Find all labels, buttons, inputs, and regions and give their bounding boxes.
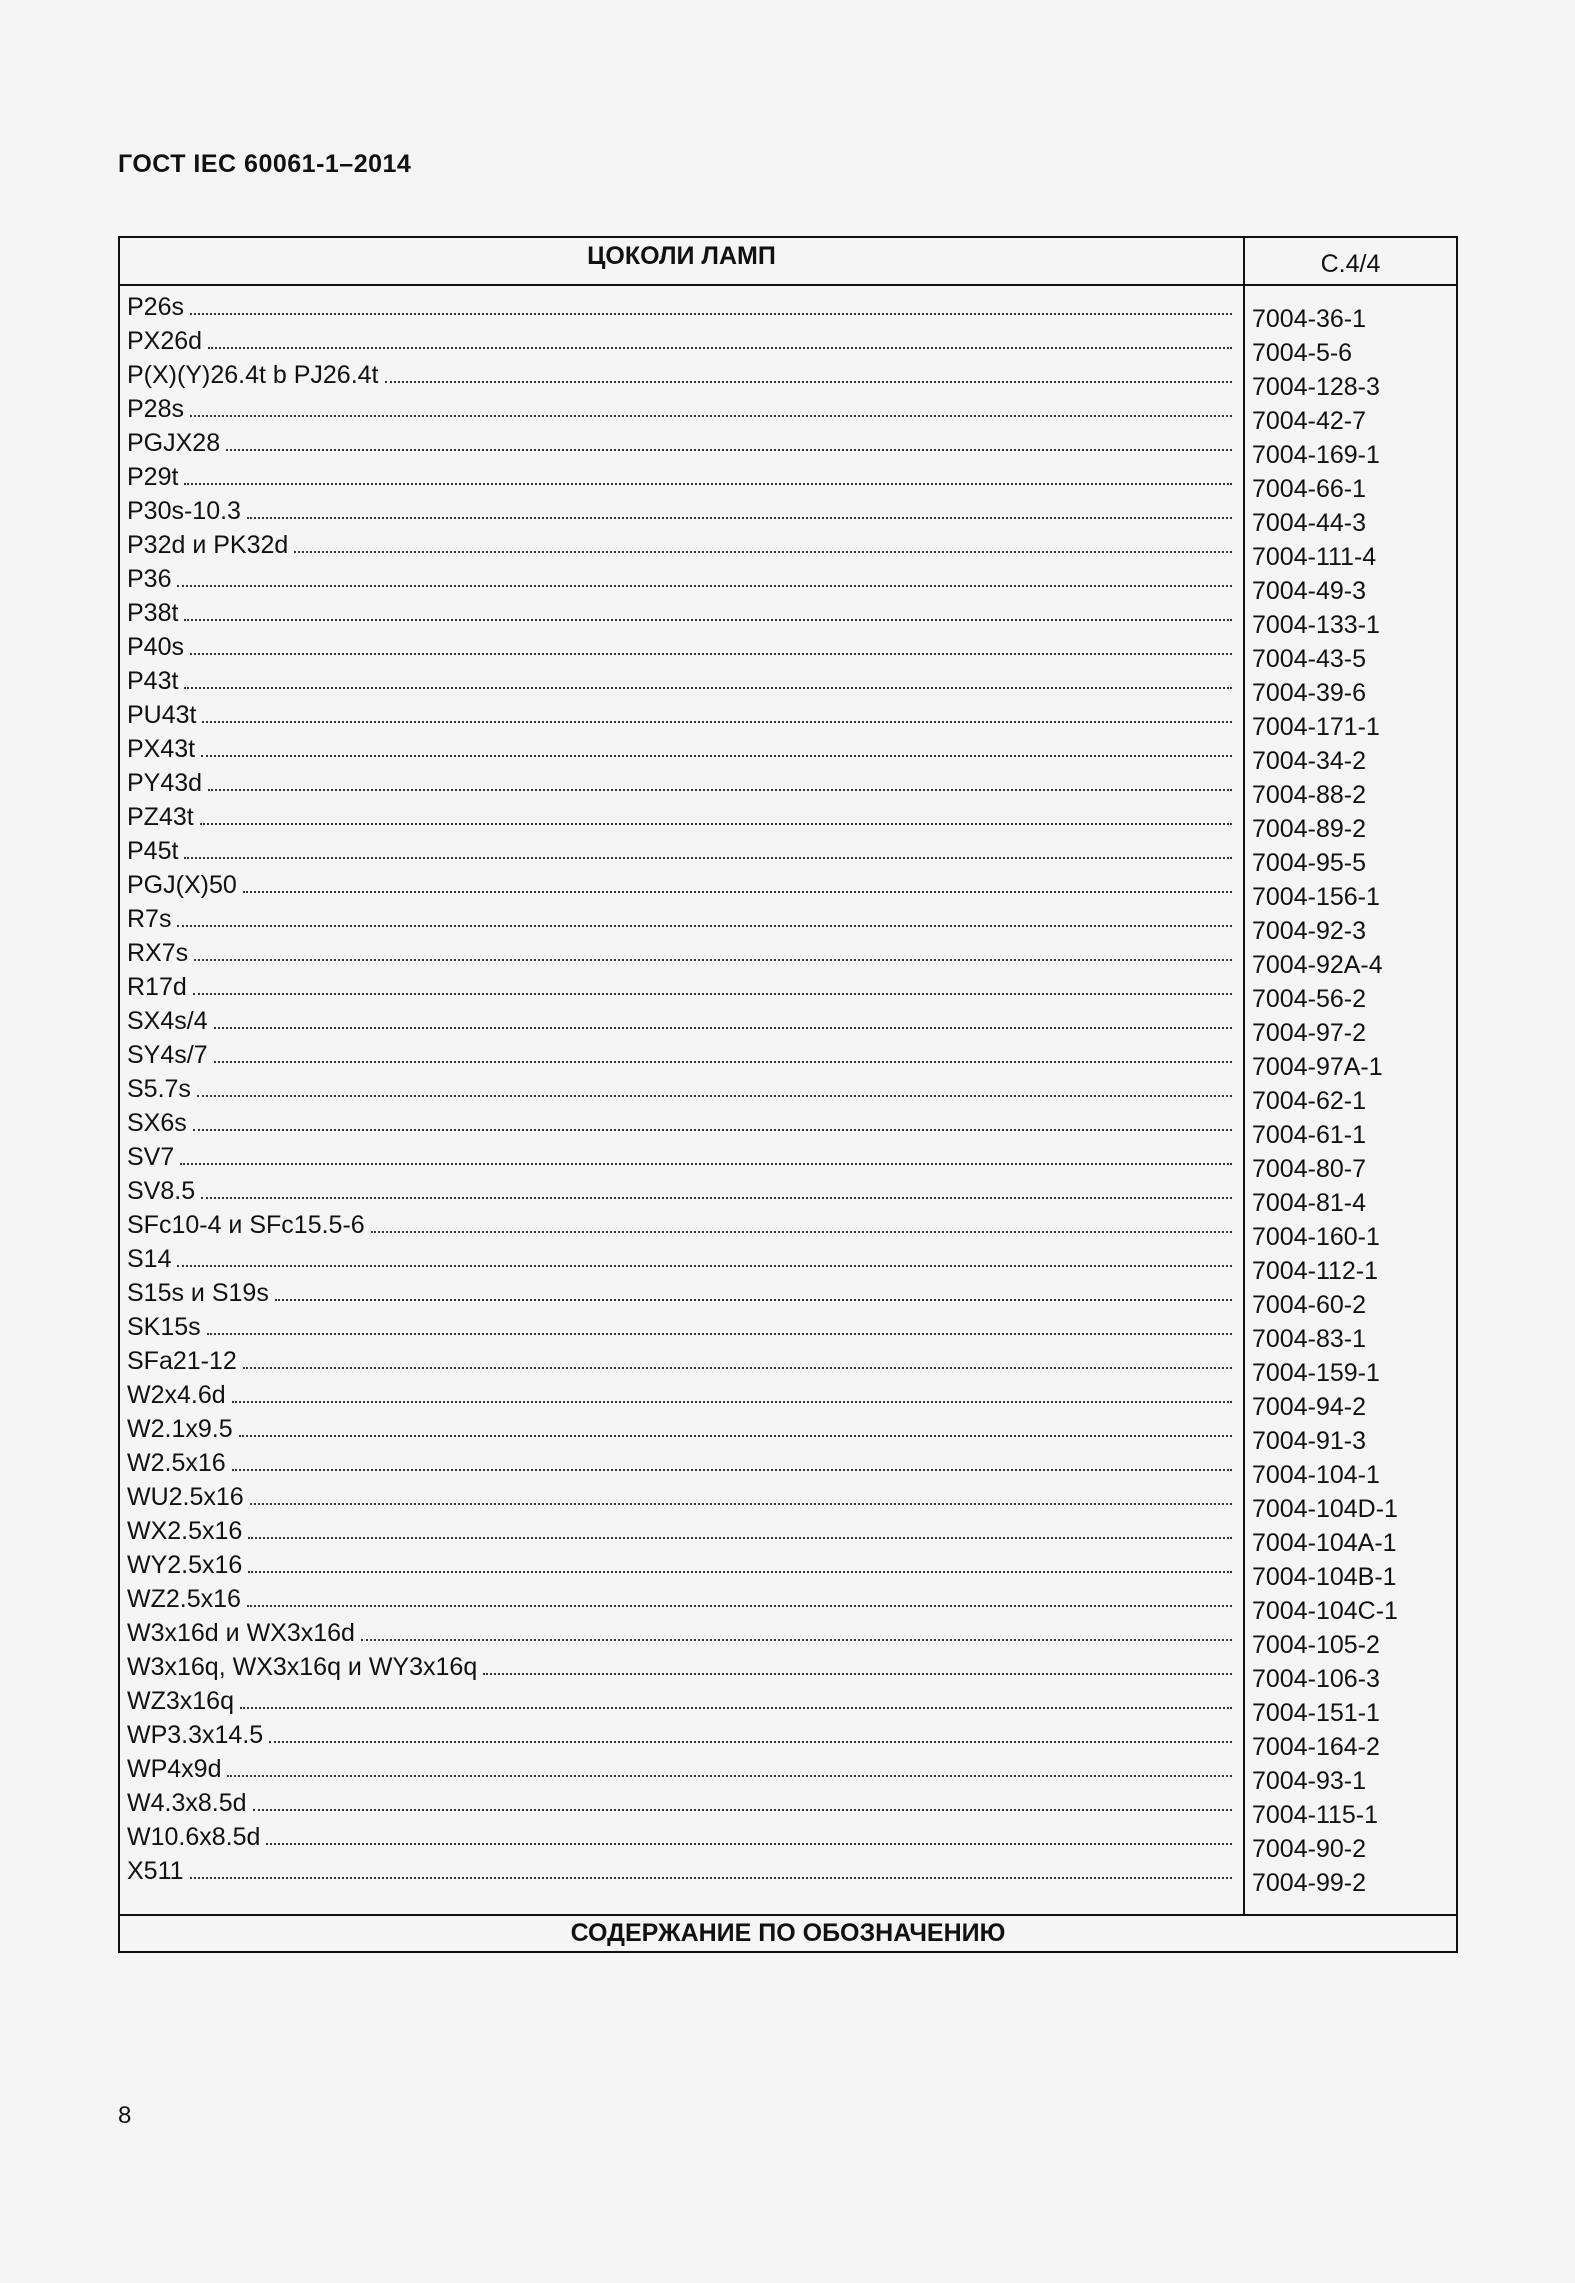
- table-row: [127, 800, 1232, 834]
- sheet-codes-column: [1245, 286, 1456, 1916]
- dot-leader: [250, 1503, 1232, 1505]
- table-row: [127, 1446, 1232, 1480]
- sheet-code: 7004-94-2: [1252, 1393, 1366, 1421]
- cap-name: W2x4.6d: [127, 1381, 226, 1409]
- table-row: [127, 1752, 1232, 1786]
- sheet-code: 7004-104A-1: [1252, 1529, 1397, 1557]
- cap-name: W3x16d и WX3x16d: [127, 1619, 355, 1647]
- cap-name: W2.1x9.5: [127, 1415, 233, 1443]
- sheet-code: 7004-115-1: [1252, 1801, 1379, 1829]
- sheet-code: 7004-92-3: [1252, 917, 1366, 945]
- sheet-code: 7004-99-2: [1252, 1869, 1366, 1897]
- sheet-code: 7004-104B-1: [1252, 1563, 1397, 1591]
- dot-leader: [227, 1775, 1232, 1777]
- cap-names-list: [127, 290, 1232, 1888]
- dot-leader: [253, 1809, 1232, 1811]
- table-row: [127, 392, 1232, 426]
- cap-name: X511: [127, 1857, 184, 1885]
- dot-leader: [240, 1707, 1232, 1709]
- cap-name: P(X)(Y)26.4t b PJ26.4t: [127, 361, 379, 389]
- cap-name: R17d: [127, 973, 187, 1001]
- cap-name: SFc10-4 и SFc15.5-6: [127, 1211, 365, 1239]
- sheet-code: 7004-92A-4: [1252, 951, 1383, 979]
- cap-name: SV7: [127, 1143, 175, 1171]
- table-row: [127, 528, 1232, 562]
- table-row: [127, 1344, 1232, 1378]
- sheet-code: 7004-39-6: [1252, 679, 1366, 707]
- cap-name: P29t: [127, 463, 179, 491]
- dot-leader: [184, 483, 1232, 485]
- cap-name: P40s: [127, 633, 184, 661]
- cap-name: WP3.3x14.5: [127, 1721, 264, 1749]
- table-row: [127, 766, 1232, 800]
- sheet-code: 7004-156-1: [1252, 883, 1380, 911]
- cap-name: S5.7s: [127, 1075, 191, 1103]
- cap-name: SFa21-12: [127, 1347, 237, 1375]
- cap-name: S14: [127, 1245, 172, 1273]
- sheet-code: 7004-42-7: [1252, 407, 1366, 435]
- table-row: [127, 1480, 1232, 1514]
- table-row: [127, 1208, 1232, 1242]
- dot-leader: [190, 1877, 1232, 1879]
- dot-leader: [232, 1401, 1232, 1403]
- sheet-code: 7004-43-5: [1252, 645, 1366, 673]
- sheet-code: 7004-62-1: [1252, 1087, 1366, 1115]
- cap-name: S15s и S19s: [127, 1279, 269, 1307]
- table-row: [127, 460, 1232, 494]
- table-row: [127, 1650, 1232, 1684]
- dot-leader: [201, 1197, 1232, 1199]
- page-number: 8: [118, 2102, 132, 2129]
- dot-leader: [226, 449, 1232, 451]
- table-row: [127, 1174, 1232, 1208]
- sheet-code: 7004-171-1: [1252, 713, 1380, 741]
- cap-name: PGJ(X)50: [127, 871, 237, 899]
- table-row: [127, 1820, 1232, 1854]
- table-row: [127, 1582, 1232, 1616]
- cap-name: WX2.5x16: [127, 1517, 243, 1545]
- sheet-code: 7004-128-3: [1252, 373, 1380, 401]
- cap-name: P32d и PK32d: [127, 531, 289, 559]
- cap-name: SK15s: [127, 1313, 201, 1341]
- table-row: [127, 1140, 1232, 1174]
- cap-name: P30s-10.3: [127, 497, 241, 525]
- sheet-code: 7004-95-5: [1252, 849, 1366, 877]
- cap-name: WP4x9d: [127, 1755, 222, 1783]
- table-row: [127, 1548, 1232, 1582]
- table-row: [127, 1616, 1232, 1650]
- dot-leader: [385, 381, 1232, 383]
- sheet-code: 7004-133-1: [1252, 611, 1380, 639]
- dot-leader: [208, 789, 1232, 791]
- dot-leader: [275, 1299, 1232, 1301]
- table-row: [127, 426, 1232, 460]
- sheet-code: 7004-89-2: [1252, 815, 1366, 843]
- dot-leader: [197, 1095, 1232, 1097]
- dot-leader: [202, 721, 1232, 723]
- sheet-codes-list: [1252, 302, 1398, 1900]
- cap-name: WZ3x16q: [127, 1687, 234, 1715]
- dot-leader: [207, 1333, 1232, 1335]
- cap-name: R7s: [127, 905, 172, 933]
- dot-leader: [248, 1571, 1232, 1573]
- dot-leader: [483, 1673, 1232, 1675]
- cap-names-column: [120, 286, 1245, 1916]
- sheet-code: 7004-66-1: [1252, 475, 1366, 503]
- table-header-sheet-ref: C.4/4: [1245, 238, 1456, 286]
- dot-leader: [294, 551, 1232, 553]
- sheet-code: 7004-81-4: [1252, 1189, 1366, 1217]
- table-row: [127, 1310, 1232, 1344]
- cap-name: WU2.5x16: [127, 1483, 244, 1511]
- dot-leader: [200, 823, 1232, 825]
- dot-leader: [180, 1163, 1232, 1165]
- dot-leader: [243, 1367, 1232, 1369]
- dot-leader: [193, 993, 1232, 995]
- table-row: [127, 630, 1232, 664]
- cap-name: WZ2.5x16: [127, 1585, 241, 1613]
- table-row: [127, 358, 1232, 392]
- dot-leader: [247, 517, 1232, 519]
- sheet-code: 7004-80-7: [1252, 1155, 1366, 1183]
- sheet-code: 7004-97-2: [1252, 1019, 1366, 1047]
- sheet-code: 7004-83-1: [1252, 1325, 1366, 1353]
- dot-leader: [214, 1027, 1232, 1029]
- cap-name: RX7s: [127, 939, 189, 967]
- table-row: [127, 664, 1232, 698]
- table-row: [127, 1854, 1232, 1888]
- cap-name: P28s: [127, 395, 184, 423]
- cap-name: SX4s/4: [127, 1007, 208, 1035]
- cap-name: P43t: [127, 667, 179, 695]
- table-row: [127, 1718, 1232, 1752]
- lamp-caps-table: [118, 236, 1458, 1953]
- sheet-code: 7004-56-2: [1252, 985, 1366, 1013]
- cap-name: P38t: [127, 599, 179, 627]
- dot-leader: [184, 857, 1232, 859]
- cap-name: PGJX28: [127, 429, 221, 457]
- document-title: ГОСТ IEC 60061-1–2014: [118, 150, 412, 178]
- sheet-code: 7004-104D-1: [1252, 1495, 1398, 1523]
- sheet-code: 7004-61-1: [1252, 1121, 1366, 1149]
- table-row: [127, 1276, 1232, 1310]
- cap-name: W4.3x8.5d: [127, 1789, 247, 1817]
- dot-leader: [190, 415, 1232, 417]
- table-row: [127, 970, 1232, 1004]
- cap-name: SV8.5: [127, 1177, 196, 1205]
- sheet-code: 7004-88-2: [1252, 781, 1366, 809]
- sheet-code: 7004-112-1: [1252, 1257, 1379, 1285]
- cap-name: SY4s/7: [127, 1041, 208, 1069]
- table-row: [127, 1106, 1232, 1140]
- table-row: [127, 1242, 1232, 1276]
- sheet-code: 7004-36-1: [1252, 305, 1366, 333]
- dot-leader: [194, 959, 1232, 961]
- table-row: [127, 1038, 1232, 1072]
- table-row: [127, 902, 1232, 936]
- table-row: [127, 698, 1232, 732]
- dot-leader: [193, 1129, 1232, 1131]
- table-row: [127, 1786, 1232, 1820]
- sheet-code: 7004-44-3: [1252, 509, 1366, 537]
- dot-leader: [361, 1639, 1232, 1641]
- cap-name: P36: [127, 565, 172, 593]
- cap-name: W2.5x16: [127, 1449, 226, 1477]
- cap-name: PU43t: [127, 701, 197, 729]
- sheet-code: 7004-111-4: [1252, 543, 1377, 571]
- table-row: [127, 936, 1232, 970]
- cap-name: PY43d: [127, 769, 203, 797]
- sheet-code: 7004-93-1: [1252, 1767, 1366, 1795]
- sheet-code: 7004-97A-1: [1252, 1053, 1383, 1081]
- table-row: [127, 868, 1232, 902]
- dot-leader: [214, 1061, 1232, 1063]
- sheet-code: 7004-159-1: [1252, 1359, 1380, 1387]
- table-row: [127, 494, 1232, 528]
- dot-leader: [177, 585, 1232, 587]
- table-row: [127, 562, 1232, 596]
- cap-name: P26s: [127, 293, 184, 321]
- sheet-code: 7004-49-3: [1252, 577, 1366, 605]
- sheet-code: 7004-5-6: [1252, 339, 1353, 367]
- table-row: [127, 732, 1232, 766]
- dot-leader: [208, 347, 1232, 349]
- table-footer: СОДЕРЖАНИЕ ПО ОБОЗНАЧЕНИЮ: [120, 1914, 1456, 1951]
- sheet-code: 7004-151-1: [1252, 1699, 1380, 1727]
- table-row: [127, 324, 1232, 358]
- dot-leader: [371, 1231, 1232, 1233]
- dot-leader: [239, 1435, 1232, 1437]
- cap-name: PZ43t: [127, 803, 194, 831]
- cap-name: W3x16q, WX3x16q и WY3x16q: [127, 1653, 478, 1681]
- dot-leader: [247, 1605, 1232, 1607]
- sheet-code: 7004-90-2: [1252, 1835, 1366, 1863]
- sheet-code: 7004-104C-1: [1252, 1597, 1398, 1625]
- dot-leader: [177, 925, 1232, 927]
- table-header-lamp-caps: ЦОКОЛИ ЛАМП: [120, 238, 1245, 286]
- table-row: [127, 596, 1232, 630]
- sheet-code: 7004-34-2: [1252, 747, 1366, 775]
- dot-leader: [266, 1843, 1232, 1845]
- dot-leader: [184, 687, 1232, 689]
- sheet-code: 7004-105-2: [1252, 1631, 1380, 1659]
- cap-name: W10.6x8.5d: [127, 1823, 261, 1851]
- dot-leader: [190, 313, 1232, 315]
- dot-leader: [248, 1537, 1232, 1539]
- table-row: [127, 834, 1232, 868]
- cap-name: P45t: [127, 837, 179, 865]
- sheet-code: 7004-169-1: [1252, 441, 1380, 469]
- table-row: [127, 1004, 1232, 1038]
- sheet-code: 7004-160-1: [1252, 1223, 1380, 1251]
- dot-leader: [201, 755, 1232, 757]
- dot-leader: [232, 1469, 1232, 1471]
- table-row: [127, 1378, 1232, 1412]
- table-row: [127, 290, 1232, 324]
- dot-leader: [184, 619, 1232, 621]
- sheet-code: 7004-164-2: [1252, 1733, 1380, 1761]
- cap-name: PX26d: [127, 327, 203, 355]
- dot-leader: [243, 891, 1232, 893]
- sheet-code: 7004-106-3: [1252, 1665, 1380, 1693]
- sheet-code: 7004-91-3: [1252, 1427, 1366, 1455]
- sheet-code: 7004-104-1: [1252, 1461, 1380, 1489]
- cap-name: SX6s: [127, 1109, 187, 1137]
- sheet-code: 7004-60-2: [1252, 1291, 1366, 1319]
- dot-leader: [177, 1265, 1232, 1267]
- cap-name: PX43t: [127, 735, 196, 763]
- table-row: [127, 1684, 1232, 1718]
- table-row: [127, 1412, 1232, 1446]
- table-row: [127, 1072, 1232, 1106]
- table-row: [127, 1514, 1232, 1548]
- dot-leader: [269, 1741, 1232, 1743]
- dot-leader: [190, 653, 1232, 655]
- cap-name: WY2.5x16: [127, 1551, 243, 1579]
